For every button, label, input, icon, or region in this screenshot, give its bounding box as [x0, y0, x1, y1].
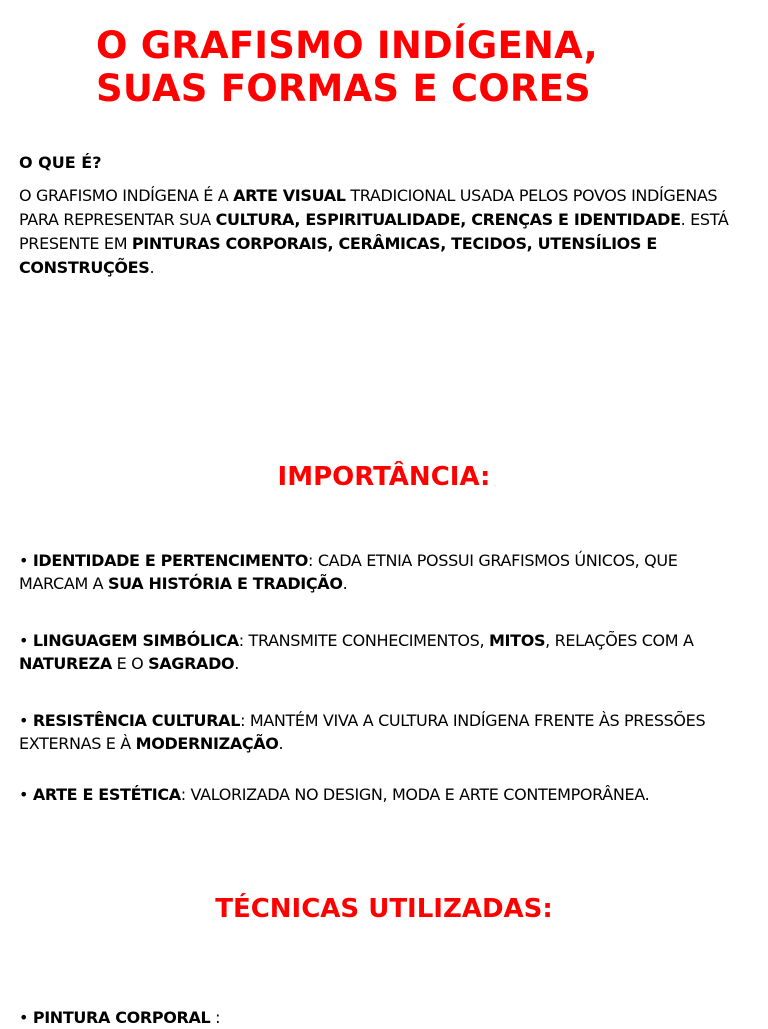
bullet-mark: •	[19, 551, 33, 570]
intro-paragraph	[19, 184, 749, 280]
intro-bold-1: ARTE VISUAL	[233, 186, 346, 205]
importancia-heading: IMPORTÂNCIA:	[277, 462, 491, 492]
bullet-bold: MODERNIZAÇÃO	[135, 734, 279, 753]
bullet-mark: •	[19, 1008, 33, 1027]
bullet-text: , RELAÇÕES COM A	[545, 631, 694, 650]
bullet-bold: NATUREZA	[19, 654, 112, 673]
section-question: O QUE É?	[19, 153, 102, 172]
bullet-mark: •	[19, 631, 33, 650]
importancia-item-linguagem	[19, 629, 749, 675]
bullet-mark: •	[19, 711, 33, 730]
importancia-item-arte	[19, 783, 749, 806]
intro-text-3: . ESTÁ PRESENTE EM	[19, 210, 729, 253]
bullet-text: : TRANSMITE CONHECIMENTOS,	[238, 631, 489, 650]
page-title	[96, 24, 598, 110]
bullet-text: : CADA ETNIA POSSUI GRAFISMOS ÚNICOS, QUE MARCAM A	[19, 551, 678, 593]
bullet-bold: ARTE E ESTÉTICA	[32, 785, 181, 804]
bullet-text: .	[234, 654, 240, 673]
bullet-text: .	[342, 574, 348, 593]
intro-text-4: .	[149, 258, 155, 277]
bullet-text: E O	[111, 654, 149, 673]
tecnicas-item-pintura	[19, 1006, 749, 1029]
intro-bold-2: CULTURA, ESPIRITUALIDADE, CRENÇAS E IDENTIDADE	[215, 210, 681, 229]
intro-text-2: TRADICIONAL USADA PELOS POVOS INDÍGENAS PARA REPRESENTAR SUA	[19, 186, 718, 229]
bullet-bold: PINTURA CORPORAL	[32, 1008, 211, 1027]
intro-bold-3: PINTURAS CORPORAIS, CERÂMICAS, TECIDOS, UTENSÍLIOS E CONSTRUÇÕES	[19, 234, 657, 277]
importancia-item-resistencia	[19, 709, 749, 755]
bullet-bold: IDENTIDADE E PERTENCIMENTO	[32, 551, 309, 570]
bullet-bold: SUA HISTÓRIA E TRADIÇÃO	[107, 574, 343, 593]
tecnicas-heading: TÉCNICAS UTILIZADAS:	[215, 894, 553, 924]
bullet-text: .	[278, 734, 284, 753]
importancia-item-identidade	[19, 549, 749, 595]
bullet-text: : VALORIZADA NO DESIGN, MODA E ARTE CONTEMPORÂNEA.	[180, 785, 650, 804]
bullet-text: : MANTÉM VIVA A CULTURA INDÍGENA FRENTE ÀS PRESSÕES EXTERNAS E À	[19, 711, 706, 753]
page-title-line-1: O GRAFISMO INDÍGENA,	[96, 24, 598, 67]
intro-text-1: O GRAFISMO INDÍGENA É A	[19, 186, 234, 205]
bullet-text: :	[210, 1008, 221, 1027]
bullet-bold: SAGRADO	[148, 654, 235, 673]
bullet-bold: RESISTÊNCIA CULTURAL	[32, 711, 241, 730]
page-title-line-2: SUAS FORMAS E CORES	[96, 67, 591, 110]
bullet-bold: MITOS	[488, 631, 546, 650]
bullet-bold: LINGUAGEM SIMBÓLICA	[32, 631, 239, 650]
bullet-mark: •	[19, 785, 33, 804]
